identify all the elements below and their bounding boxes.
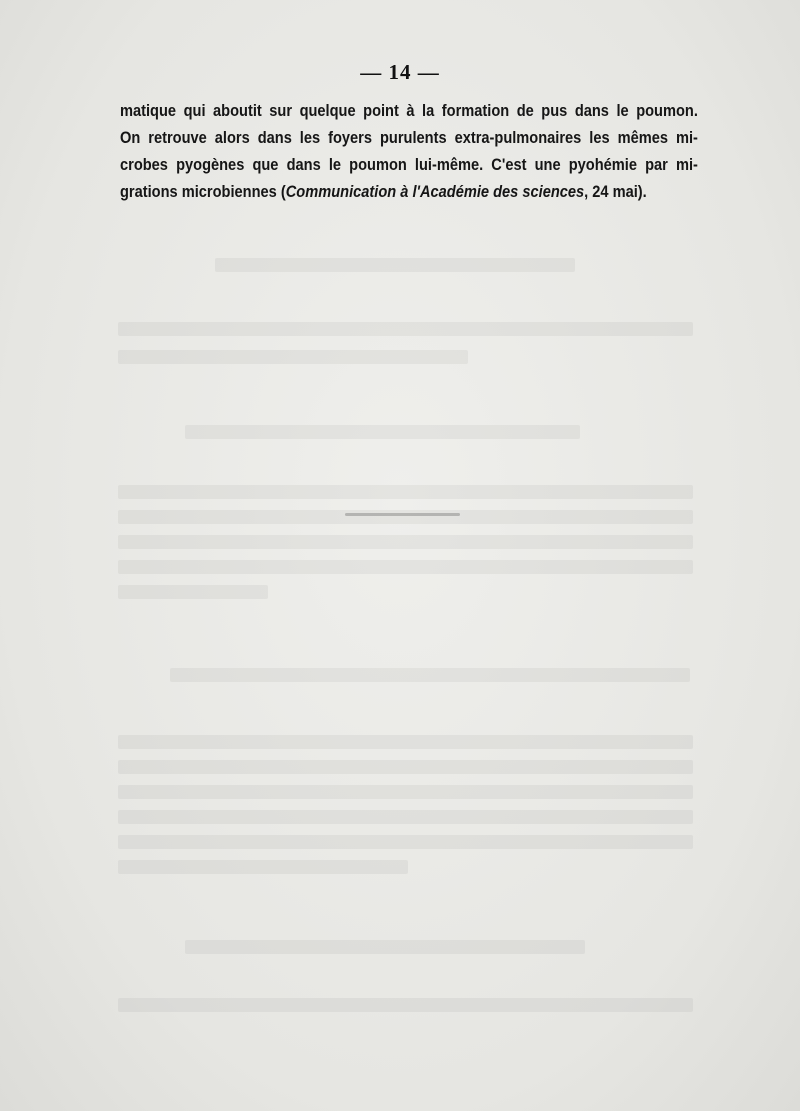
citation-title: Communication à l'Académie des sciences: [285, 182, 585, 201]
line-4-text-after: , 24 mai).: [584, 182, 647, 201]
paragraph-line-4: [120, 178, 698, 205]
paragraph-line-2: On retrouve alors dans les foyers purulents extra-pulmonaires les mêmes mi-: [120, 128, 698, 147]
paragraph-line-1: matique qui aboutit sur quelque point à la formation de pus dans le poumon.: [120, 101, 698, 120]
line-4-text-before: grations microbiennes (: [120, 182, 286, 201]
page-number: — 14 —: [360, 60, 440, 84]
paragraph: [120, 97, 698, 205]
paragraph-line-3: crobes pyogènes que dans le poumon lui-même. C'est une pyohémie par mi-: [120, 155, 698, 174]
